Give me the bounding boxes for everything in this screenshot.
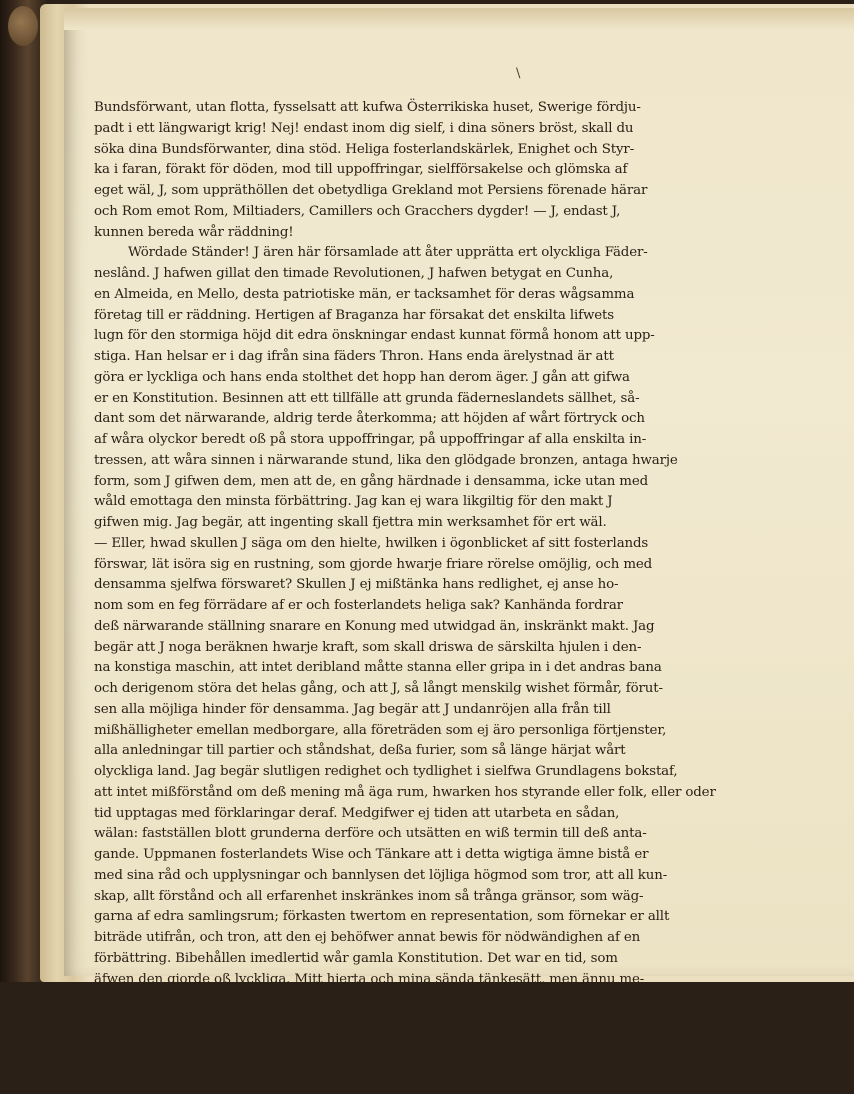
text-line: deß närwarande ställning snarare en Konung med utwidgad än, inskränkt makt. Jag xyxy=(94,618,655,634)
text-line: Granne i öster, detta fruktanswärda Spanien, som hotat att för ewigt uppswälja xyxy=(94,1054,623,1070)
text-line: skap, allt förstånd och all erfarenhet inskränkes inom så trånga gränsor, som wäg- xyxy=(94,888,644,904)
text-line: äfwen den gjorde oß lyckliga. Mitt hjerta och mina sända tänkesätt, men ännu me- xyxy=(94,971,645,987)
text-line: en Almeida, en Mello, desta patriotiske män, er tacksamhet för deras wågsamma xyxy=(94,286,635,302)
text-line: förswar, lät isöra sig en rustning, som gjorde hwarje friare rörelse omöjlig, och med xyxy=(94,556,653,572)
text-line: tid upptagas med förklaringar deraf. Medgifwer ej tiden att utarbeta en sådan, xyxy=(94,805,620,821)
text-line: wälan: fastställen blott grunderna derföre och utsätten en wiß termin till deß anta- xyxy=(94,826,647,842)
text-line: begär att J noga beräknen hwarje kraft, som skall driswa de särskilta hjulen i den- xyxy=(94,639,642,655)
text-line: företag till er räddning. Hertigen af Braganza har försakat det enskilta lifwets xyxy=(94,307,614,323)
text-line: och derigenom störa det helas gång, och att J, så långt menskilg wishet förmår, förut- xyxy=(94,681,663,696)
text-line: och Rom emot Rom, Miltiaders, Camillers och Gracchers dygder! — J, endast J, xyxy=(94,203,621,219)
text-line: form, som J gifwen dem, men att de, en gång härdnade i densamma, icke utan med xyxy=(94,473,649,489)
text-line: na konstiga maschin, att intet deribland måtte stanna eller gripa in i det andras bana xyxy=(94,660,662,676)
text-line: göra er lyckliga och hans enda stolthet det hopp han derom äger. J gån att gifwa xyxy=(94,369,630,385)
binding-ornament xyxy=(8,6,38,46)
text-line: skall mißbrukas. xyxy=(94,1013,205,1028)
text-line: biträde utifrån, och tron, att den ej behöfwer annat bewis för nödwändighen af en xyxy=(94,930,641,945)
text-line: oß i sin Ocean af makt, denne stolte Filip, som hittills skrutit af att solen aldrig går ned i xyxy=(94,1075,683,1091)
text-line: förbättring. Bibehållen imedlertid wår gamla Konstitution. Det war en tid, som xyxy=(94,950,618,966)
text-line: dant som det närwarande, aldrig terde återkomma; att höjden af wårt förtryck och xyxy=(94,411,645,427)
text-line: densamma sjelfwa förswaret? Skullen J ej mißtänka hans redlighet, ej anse ho- xyxy=(94,577,619,593)
body-text xyxy=(94,98,794,1091)
text-line: ka i faran, förakt för döden, mod till uppoffringar, sielfförsakelse och glömska af xyxy=(94,162,628,178)
text-line: wåld emottaga den minsta förbättring. Jag kan ej wara likgiltig för den makt J xyxy=(94,494,613,510)
text-line: garna af edra samlingsrum; förkasten twertom en representation, som förnekar er allt xyxy=(94,909,670,925)
page-top-edge xyxy=(64,8,854,30)
text-line: lugn för den stormiga höjd dit edra önskningar endast kunnat förmå honom att upp- xyxy=(94,328,655,344)
text-line: er en Konstitution. Besinnen att ett tillfälle att grunda fäderneslandets sällhet, så- xyxy=(94,390,640,406)
text-line: neslând. J hafwen gillat den timade Revolutionen, J hafwen betygat en Cunha, xyxy=(94,266,614,281)
text-line: alla anledningar till partier och ståndshat, deßa furier, som så länge härjat wårt xyxy=(94,743,626,759)
text-line: — Eller, hwad skullen J säga om den hielte, hwilken i ögonblicket af sitt fosterlands xyxy=(94,535,649,551)
text-line: mißhälligheter emellan medborgare, alla företräden som ej äro personliga förtjenster, xyxy=(94,722,667,738)
text-line: olyckliga land. Jag begär slutligen redighet och tydlighet i sielfwa Grundlagens bokstaf, xyxy=(94,764,678,779)
text-line: Wördade Ständer! J ären här församlade att åter upprätta ert olyckliga Fäder- xyxy=(128,245,648,261)
text-line: med sina råd och upplysningar och bannlysen det löjliga högmod som tror, att all kun- xyxy=(94,867,668,883)
text-line: att intet mißförstånd om deß mening må äga rum, hwarken hos styrande eller folk, eller oder xyxy=(94,784,716,800)
page-number: \ xyxy=(516,66,521,81)
text-line: ra fäderneslandets närwarande ställning böra wara er en säker borgen, att den ej xyxy=(94,992,639,1008)
text-line: sen alla möjliga hinder för densamma. Jag begär att J undanröjen alla från till xyxy=(94,701,611,717)
text-line: stiga. Han helsar er i dag ifrån sina fäders Thron. Hans enda ärelystnad är att xyxy=(94,349,614,364)
text-line: Bundsförwant, utan flotta, fysselsatt att kufwa Österrikiska huset, Swerige fördju- xyxy=(94,100,641,115)
text-line: Men ännu återstår ett stort och wigtigt föremål för wåra bekymmer. Wår xyxy=(128,1033,613,1049)
text-line: gande. Uppmanen fosterlandets Wise och Tänkare att i detta wigtiga ämne bistå er xyxy=(94,847,649,862)
text-line: kunnen bereda wår räddning! xyxy=(94,224,294,240)
text-line: gifwen mig. Jag begär, att ingenting skall fjettra min werksamhet för ert wäl. xyxy=(94,515,607,530)
text-line: eget wäl, J, som uppräthöllen det obetydliga Grekland mot Persiens förenade härar xyxy=(94,183,648,198)
text-line: nom som en feg förrädare af er och fosterlandets heliga sak? Kanhända fordrar xyxy=(94,598,623,613)
text-line: padt i ett längwarigt krig! Nej! endast inom dig sielf, i dina söners bröst, skall du xyxy=(94,120,634,136)
text-line: af wåra olyckor beredt oß på stora uppoffringar, på uppoffringar af alla enskilta in- xyxy=(94,432,647,447)
text-line: söka dina Bundsförwanter, dina stöd. Heliga fosterlandskärlek, Enighet och Styr- xyxy=(94,141,635,157)
text-line: tressen, att wåra sinnen i närwarande stund, lika den glödgade bronzen, antaga hwarje xyxy=(94,452,678,468)
